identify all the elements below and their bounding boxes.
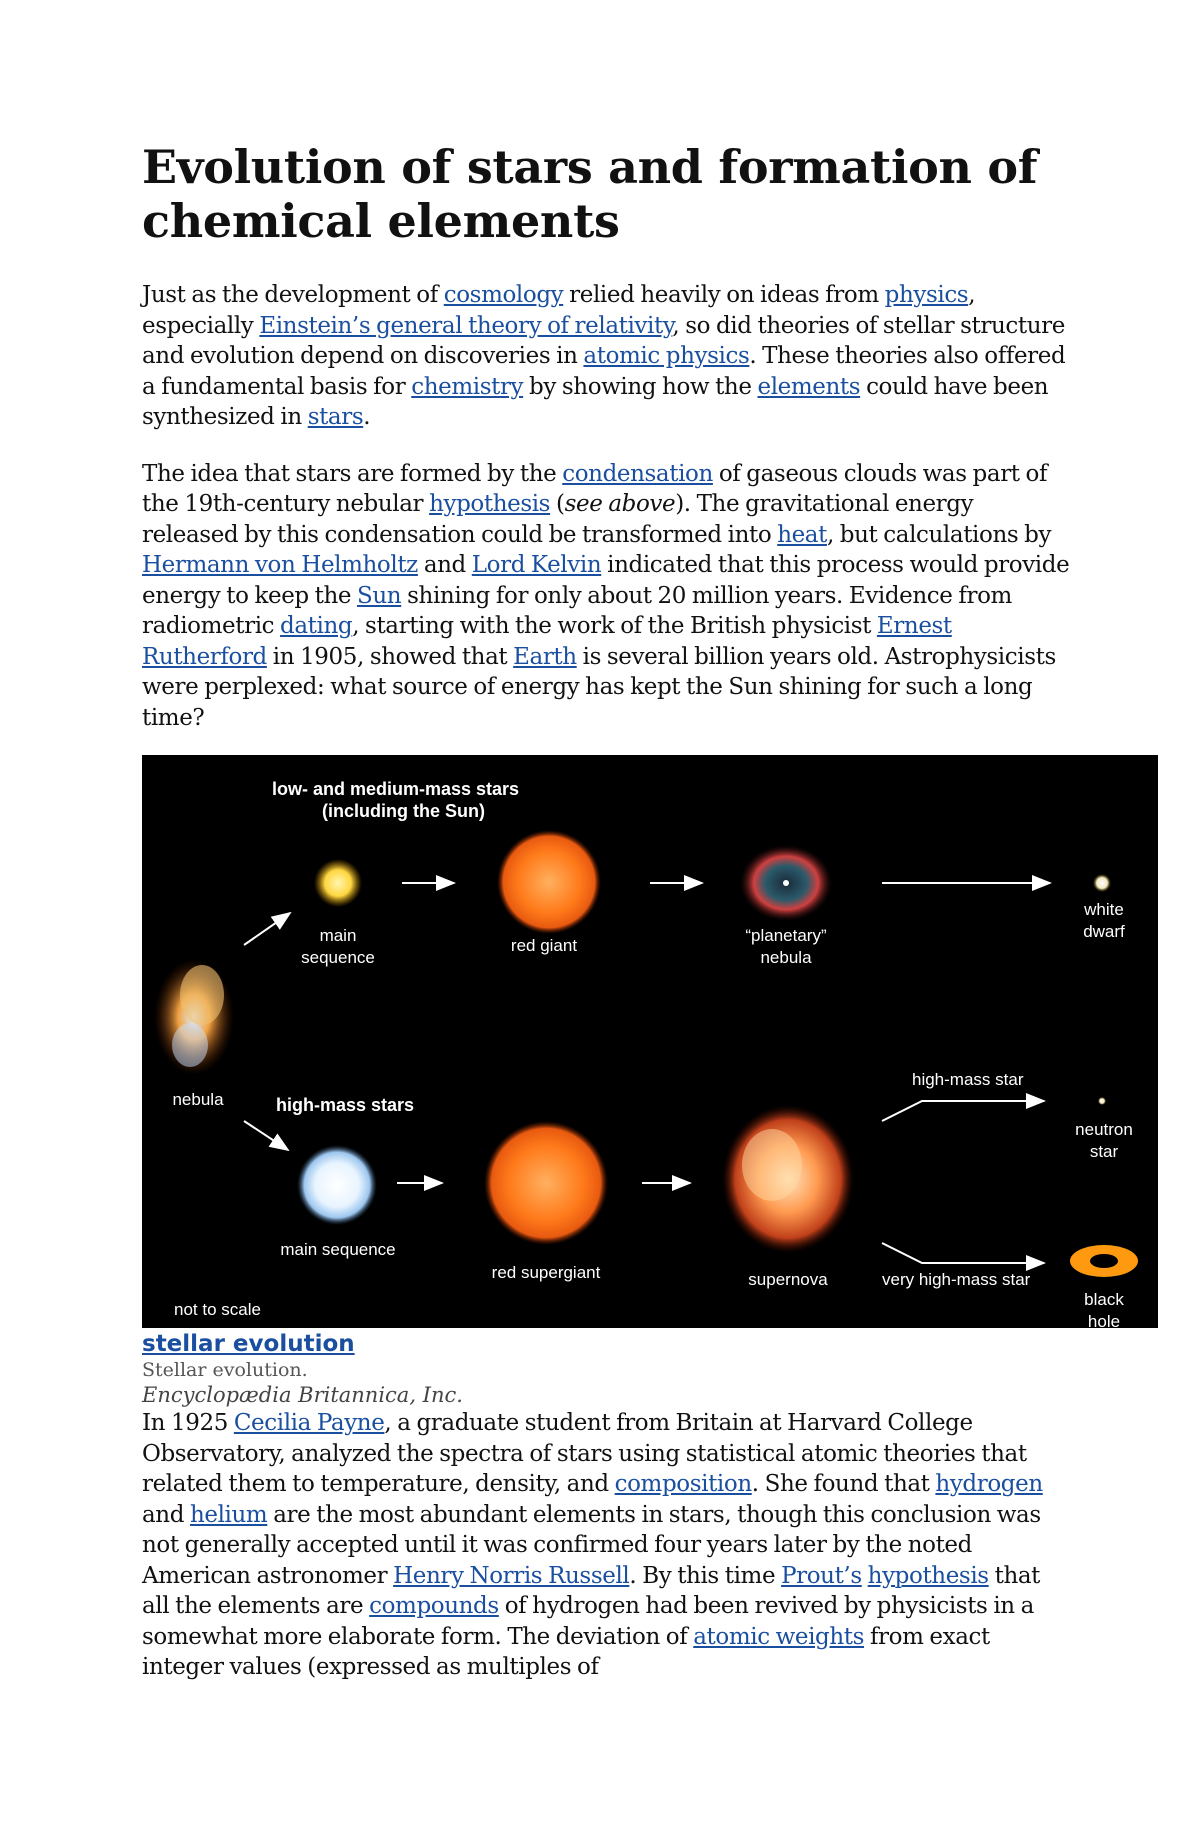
inline-link[interactable]: chemistry [411, 373, 524, 400]
inline-link[interactable]: compounds [369, 1593, 499, 1619]
low-mass-heading-2: (including the Sun) [322, 801, 485, 821]
paragraph-text: and [417, 552, 472, 578]
paragraph-text: ). The gravitational energy released by this condensation could be transformed into [142, 491, 974, 548]
nebula-label: nebula [172, 1090, 224, 1109]
red-giant-icon [497, 830, 601, 934]
paragraph-text: , especially [142, 282, 976, 339]
inline-link[interactable]: Cecilia Payne [233, 1410, 385, 1436]
paragraph-3 [142, 1408, 1072, 1683]
black-hole-label-2: hole [1087, 1312, 1121, 1328]
inline-link[interactable]: Einstein’s general theory of relativity [259, 312, 673, 339]
inline-link[interactable]: helium [189, 1501, 268, 1528]
inline-link[interactable]: physics [884, 282, 969, 308]
planetary-nebula-label-2: nebula [760, 948, 812, 967]
stellar-evolution-diagram[interactable] [142, 755, 1158, 1328]
white-dwarf-label-1: white [1084, 900, 1124, 919]
white-dwarf-label-2: dwarf [1083, 922, 1125, 941]
neutron-star-label-2: star [1089, 1142, 1119, 1161]
main-sequence-high-mass-icon [297, 1145, 377, 1225]
paragraph-text: from exact integer values (expressed as multiples of [142, 1623, 990, 1680]
paragraph-text: In 1925 [142, 1410, 234, 1436]
paragraph-text: . By this time [629, 1562, 782, 1589]
supernova-icon [722, 1105, 854, 1253]
inline-link[interactable]: heat [777, 521, 827, 548]
central-star-icon [783, 880, 789, 886]
inline-link[interactable]: hypothesis [867, 1562, 989, 1589]
figure-caption-title-link[interactable]: stellar evolution [142, 1331, 355, 1357]
page-title: Evolution of stars and formation of chemical elements [142, 140, 1038, 248]
paragraph-text: ( [550, 491, 565, 517]
paragraph-text: , a graduate student from Britain at Harvard College Observatory, analyzed the spectra of stars using statistical atomic theories that related them to temperature, density, and [142, 1410, 1027, 1497]
inline-link[interactable]: Hermann von Helmholtz [142, 552, 418, 578]
paragraph-text: , but calculations by [826, 521, 1052, 548]
inline-link[interactable]: Earth [513, 643, 577, 670]
inline-link[interactable]: atomic weights [693, 1623, 865, 1650]
neutron-star-icon [1098, 1097, 1106, 1105]
figure-caption-text: Stellar evolution. [142, 1359, 308, 1381]
paragraph-text: The idea that stars are formed by the [142, 460, 563, 487]
inline-link[interactable]: cosmology [443, 282, 564, 308]
inline-link[interactable]: Sun [357, 582, 402, 609]
inline-link[interactable]: elements [757, 373, 861, 400]
main-sequence-high-label: main sequence [280, 1240, 396, 1259]
figure-credit: Encyclopædia Britannica, Inc. [142, 1383, 463, 1407]
inline-link[interactable]: atomic physics [583, 343, 750, 369]
red-supergiant-label: red supergiant [491, 1263, 601, 1282]
very-high-mass-star-label: very high-mass star [882, 1270, 1031, 1289]
arrow-icon [244, 913, 290, 945]
emphasis-text: see above [564, 491, 676, 517]
paragraph-text: and [142, 1501, 190, 1528]
inline-link[interactable]: Prout’s [781, 1562, 862, 1589]
inline-link[interactable]: hydrogen [935, 1471, 1043, 1497]
paragraph-text: , starting with the work of the British physicist [352, 613, 877, 639]
main-sequence-label-2: sequence [301, 948, 375, 967]
paragraph-text: relied heavily on ideas from [563, 282, 885, 308]
red-giant-label: red giant [510, 936, 578, 955]
black-hole-label-1: black [1084, 1290, 1124, 1309]
inline-link[interactable]: Ernest Rutherford [142, 613, 952, 670]
arrow-icon [882, 1243, 1044, 1263]
supernova-label: supernova [748, 1270, 828, 1289]
inline-link[interactable]: stars [307, 404, 364, 430]
paragraph-text: by showing how the [523, 373, 758, 400]
main-sequence-star-icon [314, 859, 362, 907]
paragraph-text: in 1905, showed that [266, 643, 514, 670]
inline-link[interactable]: condensation [562, 460, 713, 487]
paragraph-text: of hydrogen had been revived by physicists in a somewhat more elaborate form. The deviation of [142, 1593, 1034, 1650]
arrow-icon [882, 1101, 1044, 1121]
black-hole-icon [1070, 1245, 1138, 1277]
paragraph-text: that all the elements are [142, 1562, 1041, 1619]
white-dwarf-icon [1093, 874, 1111, 892]
neutron-star-label-1: neutron [1075, 1120, 1133, 1139]
inline-link[interactable]: hypothesis [429, 491, 551, 517]
paragraph-text: Just as the development of [142, 282, 444, 308]
paragraph-1 [142, 280, 1072, 433]
paragraph-text: could have been synthesized in [142, 373, 1049, 430]
paragraph-text: is several billion years old. Astrophysicists were perplexed: what source of energy has kept the Sun shining for such a long time? [142, 643, 1056, 731]
paragraph-text: indicated that this process would provide energy to keep the [142, 552, 1070, 609]
paragraph-text: are the most abundant elements in stars, though this conclusion was not generally accepted until it was confirmed four years later by the noted American astronomer [142, 1501, 1041, 1589]
arrow-icon [244, 1121, 288, 1150]
low-mass-heading-1: low- and medium-mass stars [272, 779, 520, 799]
paragraph-text: . [363, 404, 371, 430]
inline-link[interactable]: Lord Kelvin [471, 552, 602, 578]
high-mass-heading: high-mass stars [276, 1095, 415, 1115]
paragraph-text: shining for only about 20 million years. Evidence from radiometric [142, 582, 1012, 639]
paragraph-text: , so did theories of stellar structure and evolution depend on discoveries in [142, 312, 1065, 369]
article [142, 140, 1133, 1709]
inline-link[interactable]: Henry Norris Russell [393, 1562, 630, 1589]
planetary-nebula-label-1: “planetary” [745, 926, 827, 945]
high-mass-star-label: high-mass star [912, 1070, 1024, 1089]
paragraph-2 [142, 459, 1072, 734]
nebula-icon [154, 959, 234, 1075]
inline-link[interactable]: composition [614, 1471, 752, 1497]
red-supergiant-icon [484, 1121, 608, 1245]
paragraph-text: . She found that [751, 1471, 936, 1497]
inline-link[interactable]: dating [280, 613, 353, 639]
main-sequence-label-1: main [319, 926, 357, 945]
not-to-scale-label: not to scale [174, 1300, 261, 1319]
paragraph-text: . These theories also offered a fundamental basis for [142, 343, 1066, 400]
paragraph-text: of gaseous clouds was part of the 19th-century nebular [142, 460, 1048, 517]
